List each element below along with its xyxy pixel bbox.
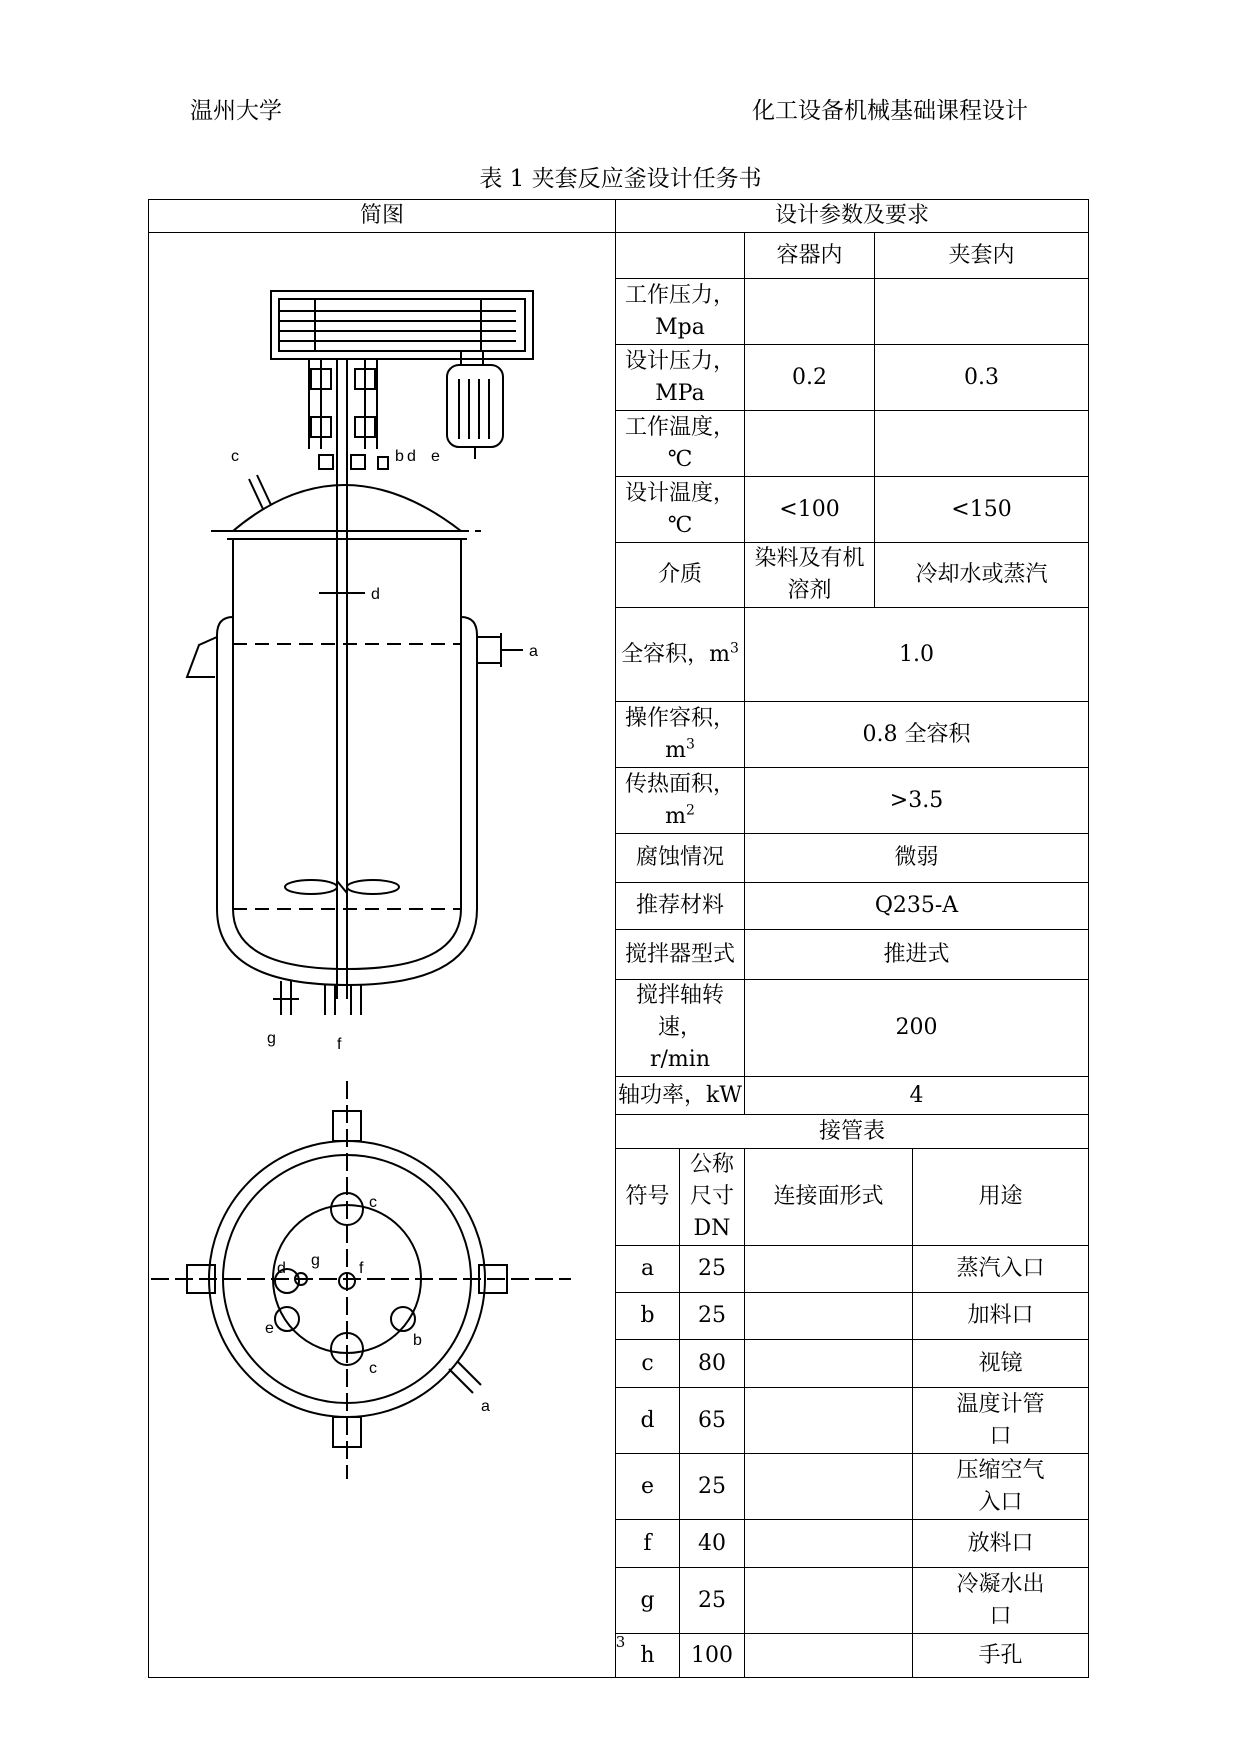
nozzle-dn: 40 [680,1520,745,1568]
nozzle-header-dn: 公称尺寸 DN [680,1149,745,1246]
total-volume-value: 1.0 [745,608,1089,702]
nozzle-symbol: d [616,1388,680,1454]
sketch-label-e-top: e [431,448,440,465]
design-temp-vessel: <100 [745,477,875,543]
nozzle-symbol: b [616,1293,680,1340]
sketch-header: 简图 [149,200,616,233]
nozzle-face [745,1246,913,1293]
medium-label: 介质 [616,543,745,608]
sketch-label-f-plan: f [359,1260,364,1277]
sub-blank [616,233,745,279]
page-number: 3 [615,1633,626,1651]
nozzle-dn: 100 [680,1634,745,1678]
sketch-label-d-shaft: d [371,586,380,603]
design-pressure-vessel: 0.2 [745,345,875,411]
work-temp-vessel [745,411,875,477]
nozzle-dn: 25 [680,1246,745,1293]
op-volume-label: 操作容积， $m^3$ [616,702,745,768]
sub-jacket: 夹套内 [875,233,1089,279]
nozzle-table-title: 接管表 [616,1115,1089,1149]
nozzle-symbol: h [616,1634,680,1678]
nozzle-symbol: f [616,1520,680,1568]
sketch-label-a-plan: a [481,1398,490,1415]
sketch-label-c: c [231,448,239,465]
nozzle-use: 视镜 [913,1340,1089,1388]
header-right: 化工设备机械基础课程设计 [752,98,1028,124]
nozzle-symbol: c [616,1340,680,1388]
heat-area-label: 传热面积， $m^2$ [616,768,745,834]
sketch-label-e-plan: e [265,1320,274,1337]
nozzle-dn: 25 [680,1293,745,1340]
material-label: 推荐材料 [616,883,745,930]
nozzle-use: 冷凝水出 口 [913,1568,1089,1634]
nozzle-header-face: 连接面形式 [745,1149,913,1246]
material-value: Q235-A [745,883,1089,930]
nozzle-dn: 25 [680,1568,745,1634]
sketch-label-b-plan: b [413,1332,422,1349]
params-header: 设计参数及要求 [616,200,1089,233]
nozzle-dn: 65 [680,1388,745,1454]
sub-vessel: 容器内 [745,233,875,279]
nozzle-header-use: 用途 [913,1149,1089,1246]
table-caption: 表 1 夹套反应釜设计任务书 [479,166,762,192]
design-task-table [148,199,1089,1678]
nozzle-use: 手孔 [913,1634,1089,1678]
sketch-label-b: b [395,448,404,465]
work-pressure-label: 工作压力， Mpa [616,279,745,345]
op-volume-value: 0.8 全容积 [745,702,1089,768]
sketch-label-g-bottom: g [267,1030,276,1047]
nozzle-face [745,1568,913,1634]
nozzle-use: 放料口 [913,1520,1089,1568]
speed-value: 200 [745,980,1089,1077]
total-volume-label: 全容积，$m^3$ [616,608,745,702]
reactor-plan-drawing [151,1081,571,1479]
corrosion-value: 微弱 [745,834,1089,883]
nozzle-use: 加料口 [913,1293,1089,1340]
design-pressure-jacket: 0.3 [875,345,1089,411]
nozzle-symbol: a [616,1246,680,1293]
sketch-label-d-top: d [407,448,416,465]
nozzle-face [745,1520,913,1568]
work-temp-jacket [875,411,1089,477]
nozzle-symbol: e [616,1454,680,1520]
design-pressure-label: 设计压力， MPa [616,345,745,411]
nozzle-face [745,1454,913,1520]
nozzle-use: 蒸汽入口 [913,1246,1089,1293]
agitator-label: 搅拌器型式 [616,930,745,980]
nozzle-use: 压缩空气 入口 [913,1454,1089,1520]
design-temp-jacket: <150 [875,477,1089,543]
nozzle-face [745,1388,913,1454]
power-value: 4 [745,1077,1089,1115]
sketch-label-f-bottom: f [337,1036,342,1053]
sketch-cell [149,233,616,1678]
sketch-label-d-plan: d [277,1260,286,1277]
medium-jacket: 冷却水或蒸汽 [875,543,1089,608]
reactor-elevation-drawing [187,291,533,1015]
nozzle-dn: 25 [680,1454,745,1520]
nozzle-use: 温度计管 口 [913,1388,1089,1454]
nozzle-face [745,1293,913,1340]
corrosion-label: 腐蚀情况 [616,834,745,883]
work-temp-label: 工作温度， ℃ [616,411,745,477]
sketch-label-c-plan-bottom: c [369,1360,377,1377]
nozzle-face [745,1340,913,1388]
sketch-label-c-plan-top: c [369,1194,377,1211]
sketch-label-g-plan: g [311,1252,320,1269]
nozzle-dn: 80 [680,1340,745,1388]
header-left: 温州大学 [190,98,282,124]
reactor-sketch [151,269,616,1631]
agitator-value: 推进式 [745,930,1089,980]
power-label: 轴功率，kW [616,1077,745,1115]
work-pressure-jacket [875,279,1089,345]
sketch-label-a-side: a [529,643,538,660]
medium-vessel: 染料及有机溶剂 [745,543,875,608]
nozzle-header-symbol: 符号 [616,1149,680,1246]
speed-label: 搅拌轴转速， r/min [616,980,745,1077]
work-pressure-vessel [745,279,875,345]
heat-area-value: >3.5 [745,768,1089,834]
nozzle-symbol: g [616,1568,680,1634]
design-temp-label: 设计温度， ℃ [616,477,745,543]
